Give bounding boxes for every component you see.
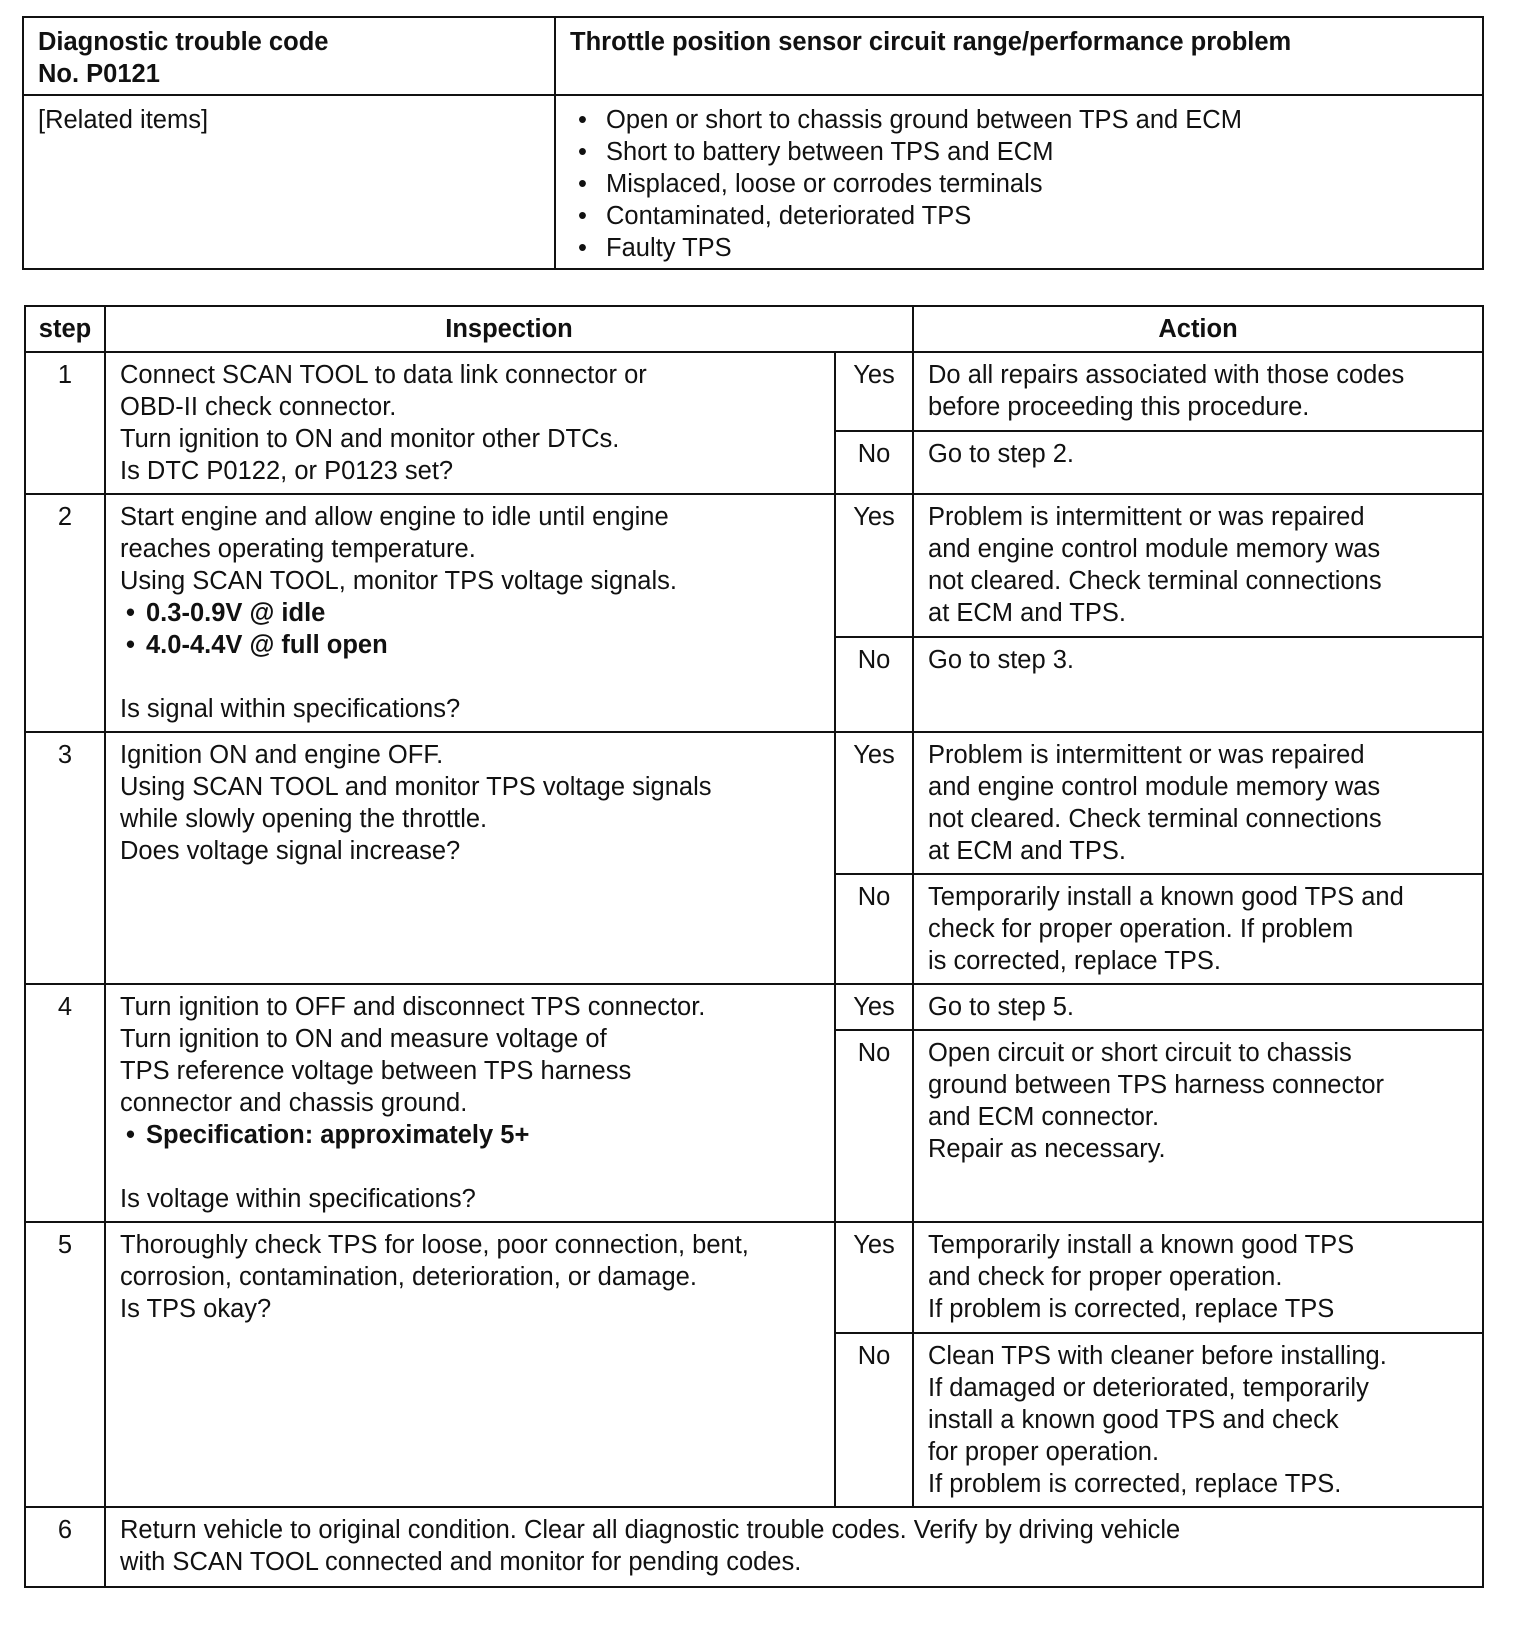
no-action-cell [913,1333,1483,1507]
related-item: • Misplaced, loose or corrodes terminals [606,168,1468,200]
inspection-text: while slowly opening the throttle. [120,805,488,833]
dtc-header-table [22,16,1484,270]
table-row [25,1507,1483,1587]
yes-label: Yes [835,984,913,1030]
inspection-column-header: Inspection [105,306,913,352]
inspection-text: Turn ignition to ON and monitor other DTCs. [120,425,620,453]
inspection-text: TPS reference voltage between TPS harness [120,1057,632,1085]
action-text: and check for proper operation. [928,1263,1283,1291]
no-action-cell [913,637,1483,732]
action-column-header: Action [913,306,1483,352]
action-text: If problem is corrected, replace TPS [928,1295,1335,1323]
table-row [25,352,1483,431]
inspection-text: Does voltage signal increase? [120,837,461,865]
no-label: No [835,1030,913,1222]
action-text: Go to step 3. [928,646,1075,675]
action-text: for proper operation. [928,1438,1160,1466]
action-text: ground between TPS harness connector [928,1071,1385,1100]
inspection-text: Using SCAN TOOL and monitor TPS voltage signals [120,773,712,801]
inspection-cell [105,352,835,494]
related-item: • Faulty TPS [606,232,1468,264]
related-item: • Open or short to chassis ground between TPS and ECM [606,104,1468,136]
no-label: No [835,874,913,984]
table-row [25,732,1483,874]
step-number: 3 [25,732,105,984]
action-text: Repair as necessary. [928,1135,1166,1164]
no-action-cell [913,431,1483,494]
no-label: No [835,1333,913,1507]
step-number: 2 [25,494,105,732]
related-items-cell [555,95,1483,269]
action-text: at ECM and TPS. [928,599,1126,627]
yes-label: Yes [835,1222,913,1333]
yes-label: Yes [835,352,913,431]
action-text: not cleared. Check terminal connections [928,567,1382,595]
inspection-text: connector and chassis ground. [120,1089,468,1117]
yes-action-cell [913,732,1483,874]
final-step-text: Return vehicle to original condition. Clear all diagnostic trouble codes. Verify by driving vehicle [120,1516,1181,1544]
action-text: install a known good TPS and check [928,1406,1339,1434]
yes-action-cell [913,352,1483,431]
action-text: Do all repairs associated with those codes [928,361,1405,389]
step-number: 4 [25,984,105,1222]
action-text: is corrected, replace TPS. [928,947,1221,975]
related-items-label: [Related items] [38,106,209,134]
related-item: • Contaminated, deteriorated TPS [606,200,1468,232]
action-text: Problem is intermittent or was repaired [928,503,1365,531]
final-step-text: with SCAN TOOL connected and monitor for pending codes. [120,1548,802,1576]
step-number: 1 [25,352,105,494]
action-text: check for proper operation. If problem [928,915,1354,943]
no-action-cell [913,1030,1483,1222]
inspection-text: Is TPS okay? [120,1295,272,1323]
related-item: • Short to battery between TPS and ECM [606,136,1468,168]
inspection-text: Turn ignition to OFF and disconnect TPS connector. [120,993,706,1021]
action-text: at ECM and TPS. [928,837,1126,865]
no-label: No [835,431,913,494]
inspection-question: Is voltage within specifications? [120,1185,476,1213]
action-text: and ECM connector. [928,1103,1160,1132]
action-text: Go to step 2. [928,440,1075,469]
related-items-label-cell [23,95,555,269]
yes-action-cell [913,984,1483,1030]
inspection-text: reaches operating temperature. [120,535,476,563]
related-items-list [570,104,1468,264]
inspection-cell [105,732,835,984]
action-text: and engine control module memory was [928,535,1381,563]
table-row [25,1222,1483,1333]
inspection-text: OBD-II check connector. [120,393,397,421]
step-number: 5 [25,1222,105,1507]
diagnostic-steps-table [24,305,1484,1588]
action-text: Temporarily install a known good TPS and [928,883,1404,911]
spec-item: • Specification: approximately 5+ [120,1119,820,1151]
yes-label: Yes [835,494,913,637]
spec-item: • 4.0-4.4V @ full open [120,629,820,661]
step-number: 6 [25,1507,105,1587]
action-text: not cleared. Check terminal connections [928,805,1382,833]
inspection-text: Thoroughly check TPS for loose, poor connection, bent, [120,1231,749,1259]
table-row [25,984,1483,1030]
action-text: If damaged or deteriorated, temporarily [928,1374,1369,1402]
action-text: If problem is corrected, replace TPS. [928,1470,1342,1498]
inspection-cell [105,494,835,732]
action-text: Clean TPS with cleaner before installing. [928,1342,1387,1370]
action-text: Problem is intermittent or was repaired [928,741,1365,769]
final-step-cell [105,1507,1483,1587]
spec-item: • 0.3-0.9V @ idle [120,597,820,629]
no-action-cell [913,874,1483,984]
inspection-text: Turn ignition to ON and measure voltage of [120,1025,607,1053]
dtc-title: Throttle position sensor circuit range/performance problem [570,28,1292,56]
no-label: No [835,637,913,732]
inspection-text: Connect SCAN TOOL to data link connector or [120,361,647,389]
table-row [25,494,1483,637]
dtc-code-cell [23,17,555,95]
dtc-title-cell [555,17,1483,95]
inspection-text: corrosion, contamination, deterioration, or damage. [120,1263,697,1291]
action-text: before proceeding this procedure. [928,393,1310,421]
yes-action-cell [913,1222,1483,1333]
yes-action-cell [913,494,1483,637]
action-text: Temporarily install a known good TPS [928,1231,1355,1259]
dtc-code-number: No. P0121 [38,60,160,88]
inspection-text: Start engine and allow engine to idle until engine [120,503,669,531]
inspection-text: Using SCAN TOOL, monitor TPS voltage signals. [120,567,677,595]
yes-label: Yes [835,732,913,874]
inspection-text: Is DTC P0122, or P0123 set? [120,457,454,485]
table-header-row [25,306,1483,352]
inspection-cell [105,1222,835,1507]
dtc-code-label: Diagnostic trouble code [38,28,329,56]
action-text: Go to step 5. [928,993,1075,1021]
action-text: and engine control module memory was [928,773,1381,801]
step-column-header: step [25,306,105,352]
inspection-question: Is signal within specifications? [120,695,461,723]
inspection-text: Ignition ON and engine OFF. [120,741,444,769]
action-text: Open circuit or short circuit to chassis [928,1039,1352,1068]
inspection-cell [105,984,835,1222]
